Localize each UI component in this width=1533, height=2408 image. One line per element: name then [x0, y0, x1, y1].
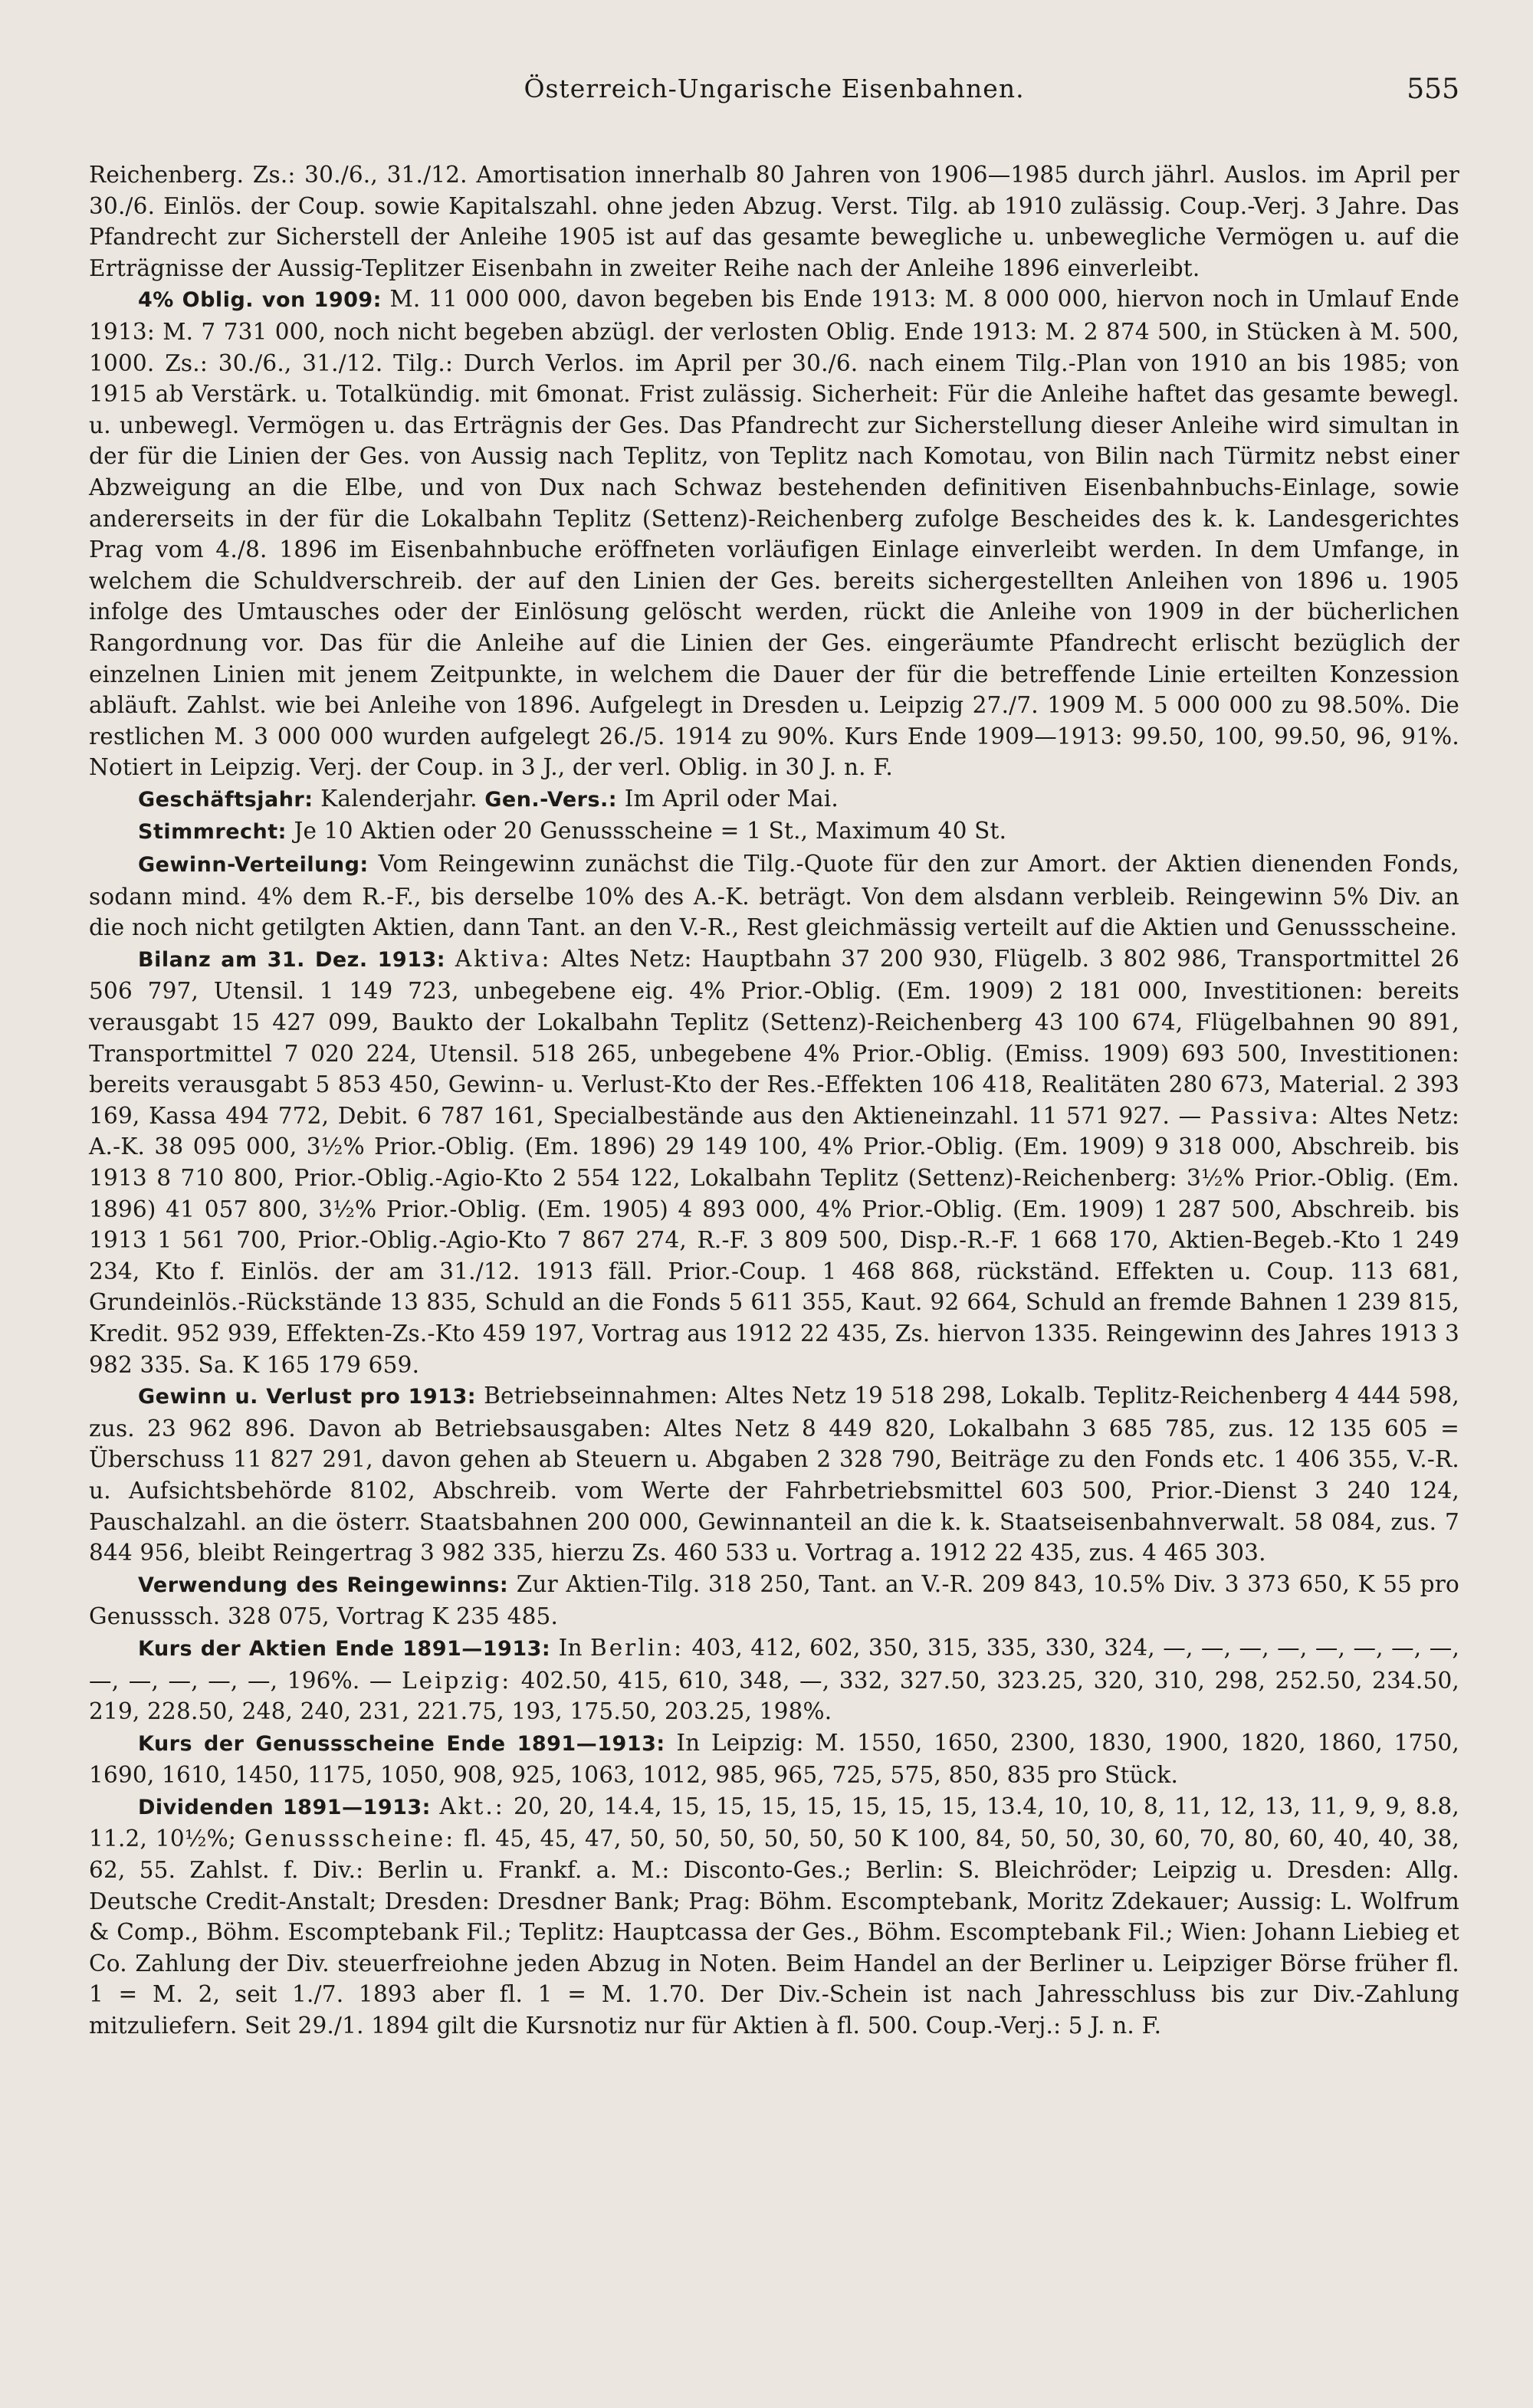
paragraph-text: Altes Netz: Hauptbahn 37 200 930, Flügelb. 3 802 986, Transportmittel 26 506 797, Utensil. 1 149 723, unbegebene eig. 4% Prior.-Oblig. (Em. 1909) 2 181 000, Investitionen: bereits verausgabt 15 427 099, Baukto der Lokalbahn Teplitz (Settenz)-Reichenberg 43 100 674, Flügelbahnen 90 891, Transportmittel 7 020 224, Utensil. 518 265, unbegebene 4% Prior.-Oblig. (Emiss. 1909) 693 500, Investitionen: bereits verausgabt 5 853 450, Gewinn- u. Verlust-Kto der Res.-Effekten 106 418, Realitäten 280 673, Material. 2 393 169, Kassa 494 772, Debit. 6 787 161, Specialbestände aus den Aktieneinzahl. 11 571 927. — [89, 945, 1460, 1129]
paragraph-kurs-aktien [89, 1632, 1459, 1727]
paragraph-geschaeftsjahr [89, 783, 1459, 816]
paragraph-reichenberg-loan [89, 159, 1459, 284]
paragraph-text: 402.50, 415, 610, 348, —, 332, 327.50, 323.25, 320, 310, 298, 252.50, 234.50, 219, 228.50, 248, 240, 231, 221.75, 193, 175.50, 203.25, 198%. [89, 1667, 1459, 1725]
section-heading: Kurs der Aktien Ende 1891—1913: [138, 1636, 551, 1661]
paragraph-text: Vom Reingewinn zunächst die Tilg.-Quote für den zur Amort. der Aktien dienenden Fonds, sodann mind. 4% dem R.-F., bis derselbe 10% des A.-K. beträgt. Von dem alsdann verbleib. Reingewinn 5% Div. an die noch nicht getilgten Aktien, dann Tant. an den V.-R., Rest gleichmässig verteilt auf die Aktien und Genussscheine. [89, 851, 1459, 941]
section-heading: Kurs der Genussscheine Ende 1891—1913: [138, 1731, 665, 1756]
page-number: 555 [1407, 74, 1459, 105]
aktiva-label: Aktiva: [455, 945, 552, 972]
paragraph-kurs-genussscheine [89, 1727, 1459, 1791]
paragraph-text: 403, 412, 602, 350, 315, 335, 330, 324, —, —, —, —, —, —, —, —, —, —, —, —, —, 196%. — [89, 1634, 1460, 1694]
berlin-label: Berlin: [590, 1634, 684, 1661]
paragraph-verwendung [89, 1569, 1459, 1632]
leipzig-label: Leipzig: [402, 1667, 512, 1694]
paragraph-gewinn-verteilung [89, 848, 1459, 943]
running-title: Österreich-Ungarische Eisenbahnen. [524, 74, 1025, 103]
paragraph-text: fl. 45, 45, 47, 50, 50, 50, 50, 50, 50 K 100, 84, 50, 50, 30, 60, 70, 80, 60, 40, 40, 38, 62, 55. Zahlst. f. Div.: Berlin u. Frankf. a. M.: Disconto-Ges.; Berlin: S. Bleichröder; Leipzig u. Dresden: Allg. Deutsche Credit-Anstalt; Dresden: Dresdner Bank; Prag: Böhm. Escomptebank, Moritz Zdekauer; Aussig: L. Wolfrum & Comp., Böhm. Escomptebank Fil.; Teplitz: Hauptcassa der Ges., Böhm. Escomptebank Fil.; Wien: Johann Liebieg et Co. Zahlung der Div. steuerfreiohne jeden Abzug in Noten. Beim Handel an der Berliner u. Leipziger Börse früher fl. 1 = M. 2, seit 1./7. 1893 aber fl. 1 = M. 1.70. Der Div.-Schein ist nach Jahresschluss bis zur Div.-Zahlung mitzuliefern. Seit 29./1. 1894 gilt die Kursnotiz nur für Aktien à fl. 500. Coup.-Verj.: 5 J. n. F. [89, 1826, 1459, 2039]
page-header [89, 74, 1459, 120]
paragraph-dividenden [89, 1791, 1459, 2042]
paragraph-text: Zur Aktien-Tilg. 318 250, Tant. an V.-R. 209 843, 10.5% Div. 3 373 650, K 55 pro Genusssch. 328 075, Vortrag K 235 485. [89, 1570, 1460, 1630]
genussscheine-label: Genussscheine: [244, 1826, 456, 1852]
passiva-label: Passiva: [1210, 1102, 1321, 1129]
paragraph-text: Altes Netz: A.-K. 38 095 000, 3½% Prior.-Oblig. (Em. 1896) 29 149 100, 4% Prior.-Oblig. (Em. 1909) 9 318 000, Abschreib. bis 1913 8 710 800, Prior.-Oblig.-Agio-Kto 2 554 122, Lokalbahn Teplitz (Settenz)-Reichenberg: 3½% Prior.-Oblig. (Em. 1896) 41 057 800, 3½% Prior.-Oblig. (Em. 1905) 4 893 000, 4% Prior.-Oblig. (Em. 1909) 1 287 500, Abschreib. bis 1913 1 561 700, Prior.-Oblig.-Agio-Kto 7 867 274, R.-F. 3 809 500, Disp.-R.-F. 1 668 170, Aktien-Begeb.-Kto 1 249 234, Kto f. Einlös. der am 31./12. 1913 fäll. Prior.-Coup. 1 468 868, rückständ. Effekten u. Coup. 113 681, Grundeinlös.-Rückstände 13 835, Schuld an die Fonds 5 611 355, Kaut. 92 664, Schuld an fremde Bahnen 1 239 815, Kredit. 952 939, Effekten-Zs.-Kto 459 197, Vortrag aus 1912 22 435, Zs. hiervon 1335. Reingewinn des Jahres 1913 3 982 335. Sa. K 165 179 659. [89, 1102, 1459, 1378]
paragraph-text: M. 11 000 000, davon begeben bis Ende 1913: M. 8 000 000, hiervon noch in Umlauf Ende 1913: M. 7 731 000, noch nicht begeben abzügl. der verlosten Oblig. Ende 1913: M. 2 874 500, in Stücken à M. 500, 1000. Zs.: 30./6., 31./12. Tilg.: Durch Verlos. im April per 30./6. nach einem Tilg.-Plan von 1910 an bis 1985; von 1915 ab Verstärk. u. Totalkündig. mit 6monat. Frist zulässig. Sicherheit: Für die Anleihe haftet das gesamte bewegl. u. unbewegl. Vermögen u. das Erträgnis der Ges. Das Pfandrecht zur Sicherstellung dieser Anleihe wird simultan in der für die Linien der Ges. von Aussig nach Teplitz, von Teplitz nach Komotau, von Bilin nach Türmitz nebst einer Abzweigung an die Elbe, und von Dux nach Schwaz bestehenden definitiven Eisenbahnbuchs-Einlage, sowie andererseits in der für die Lokalbahn Teplitz (Settenz)-Reichenberg zufolge Bescheides des k. k. Landesgerichtes Prag vom 4./8. 1896 im Eisenbahnbuche eröffneten vorläufigen Einlage einverleibt werden. In dem Umfange, in welchem die Schuldverschreib. der auf den Linien der Ges. bereits sichergestellten Anleihen von 1896 u. 1905 infolge des Umtausches oder der Einlösung gelöscht werden, rückt die Anleihe von 1909 in der bücherlichen Rangordnung vor. Das für die Anleihe auf die Linien der Ges. eingeräumte Pfandrecht erlischt bezüglich der einzelnen Linien mit jenem Zeitpunkte, in welchem die Dauer der für die betreffende Linie erteilten Konzession abläuft. Zahlst. wie bei Anleihe von 1896. Aufgelegt in Dresden u. Leipzig 27./7. 1909 M. 5 000 000 zu 98.50%. Die restlichen M. 3 000 000 wurden aufgelegt 26./5. 1914 zu 90%. Kurs Ende 1909—1913: 99.50, 100, 99.50, 96, 91%. Notiert in Leipzig. Verj. der Coup. in 3 J., der verl. Oblig. in 30 J. n. F. [89, 286, 1460, 781]
section-heading: Verwendung des Reingewinns: [138, 1573, 509, 1597]
section-heading: 4% Oblig. von 1909: [138, 288, 382, 313]
paragraph-text: Betriebseinnahmen: Altes Netz 19 518 298, Lokalb. Teplitz-Reichenberg 4 444 598, zus. 23 962 896. Davon ab Betriebsausgaben: Altes Netz 8 449 820, Lokalbahn 3 685 785, zus. 12 135 605 = Überschuss 11 827 291, davon gehen ab Steuern u. Abgaben 2 328 790, Beiträge zu den Fonds etc. 1 406 355, V.-R. u. Aufsichtsbehörde 8102, Abschreib. vom Werte der Fahrbetriebsmittel 603 500, Prior.-Dienst 3 240 124, Pauschalzahl. an die österr. Staatsbahnen 200 000, Gewinnanteil an die k. k. Staatseisenbahnverwalt. 58 084, zus. 7 844 956, bleibt Reingertrag 3 982 335, hierzu Zs. 460 533 u. Vortrag a. 1912 22 435, zus. 4 465 303. [89, 1383, 1459, 1567]
paragraph-text: Je 10 Aktien oder 20 Genussscheine = 1 St., Maximum 40 St. [294, 818, 1007, 845]
section-heading: Gewinn u. Verlust pro 1913: [138, 1385, 477, 1409]
paragraph-text: Reichenberg. Zs.: 30./6., 31./12. Amortisation innerhalb 80 Jahren von 1906—1985 durch jährl. Auslos. im April per 30./6. Einlös. der Coup. sowie Kapitalszahl. ohne jeden Abzug. Verst. Tilg. ab 1910 zulässig. Coup.-Verj. 3 Jahre. Das Pfandrecht zur Sicherstell der Anleihe 1905 ist auf das gesamte bewegliche u. unbewegliche Vermögen u. auf die Erträgnisse der Aussig-Teplitzer Eisenbahn in zweiter Reihe nach der Anleihe 1896 einverleibt. [89, 162, 1459, 281]
section-heading: Stimmrecht: [138, 820, 287, 845]
paragraph-stimmrecht [89, 815, 1459, 848]
body-text [89, 159, 1459, 2042]
section-heading: Geschäftsjahr: [138, 787, 313, 812]
paragraph-text: 20, 20, 14.4, 15, 15, 15, 15, 15, 15, 15, 13.4, 10, 10, 8, 11, 12, 13, 11, 9, 9, 8.8, 11.2, 10½%; [89, 1793, 1460, 1852]
paragraph-oblig-1909 [89, 284, 1459, 783]
section-heading: Dividenden 1891—1913: [138, 1795, 431, 1819]
section-heading: Gen.-Vers.: [484, 787, 618, 812]
paragraph-gewinn-verlust [89, 1380, 1459, 1569]
section-heading: Bilanz am 31. Dez. 1913: [138, 947, 446, 972]
paragraph-text: Kalenderjahr. [320, 785, 478, 812]
paragraph-text: Im April oder Mai. [624, 785, 839, 812]
paragraph-bilanz [89, 943, 1459, 1380]
paragraph-text: In [558, 1634, 583, 1661]
paragraph-text: In Leipzig: M. 1550, 1650, 2300, 1830, 1900, 1820, 1860, 1750, 1690, 1610, 1450, 1175, 1050, 908, 925, 1063, 1012, 985, 965, 725, 575, 850, 835 pro Stück. [89, 1729, 1460, 1789]
aktien-label: Akt.: [439, 1793, 505, 1819]
section-heading: Gewinn-Verteilung: [138, 853, 369, 878]
